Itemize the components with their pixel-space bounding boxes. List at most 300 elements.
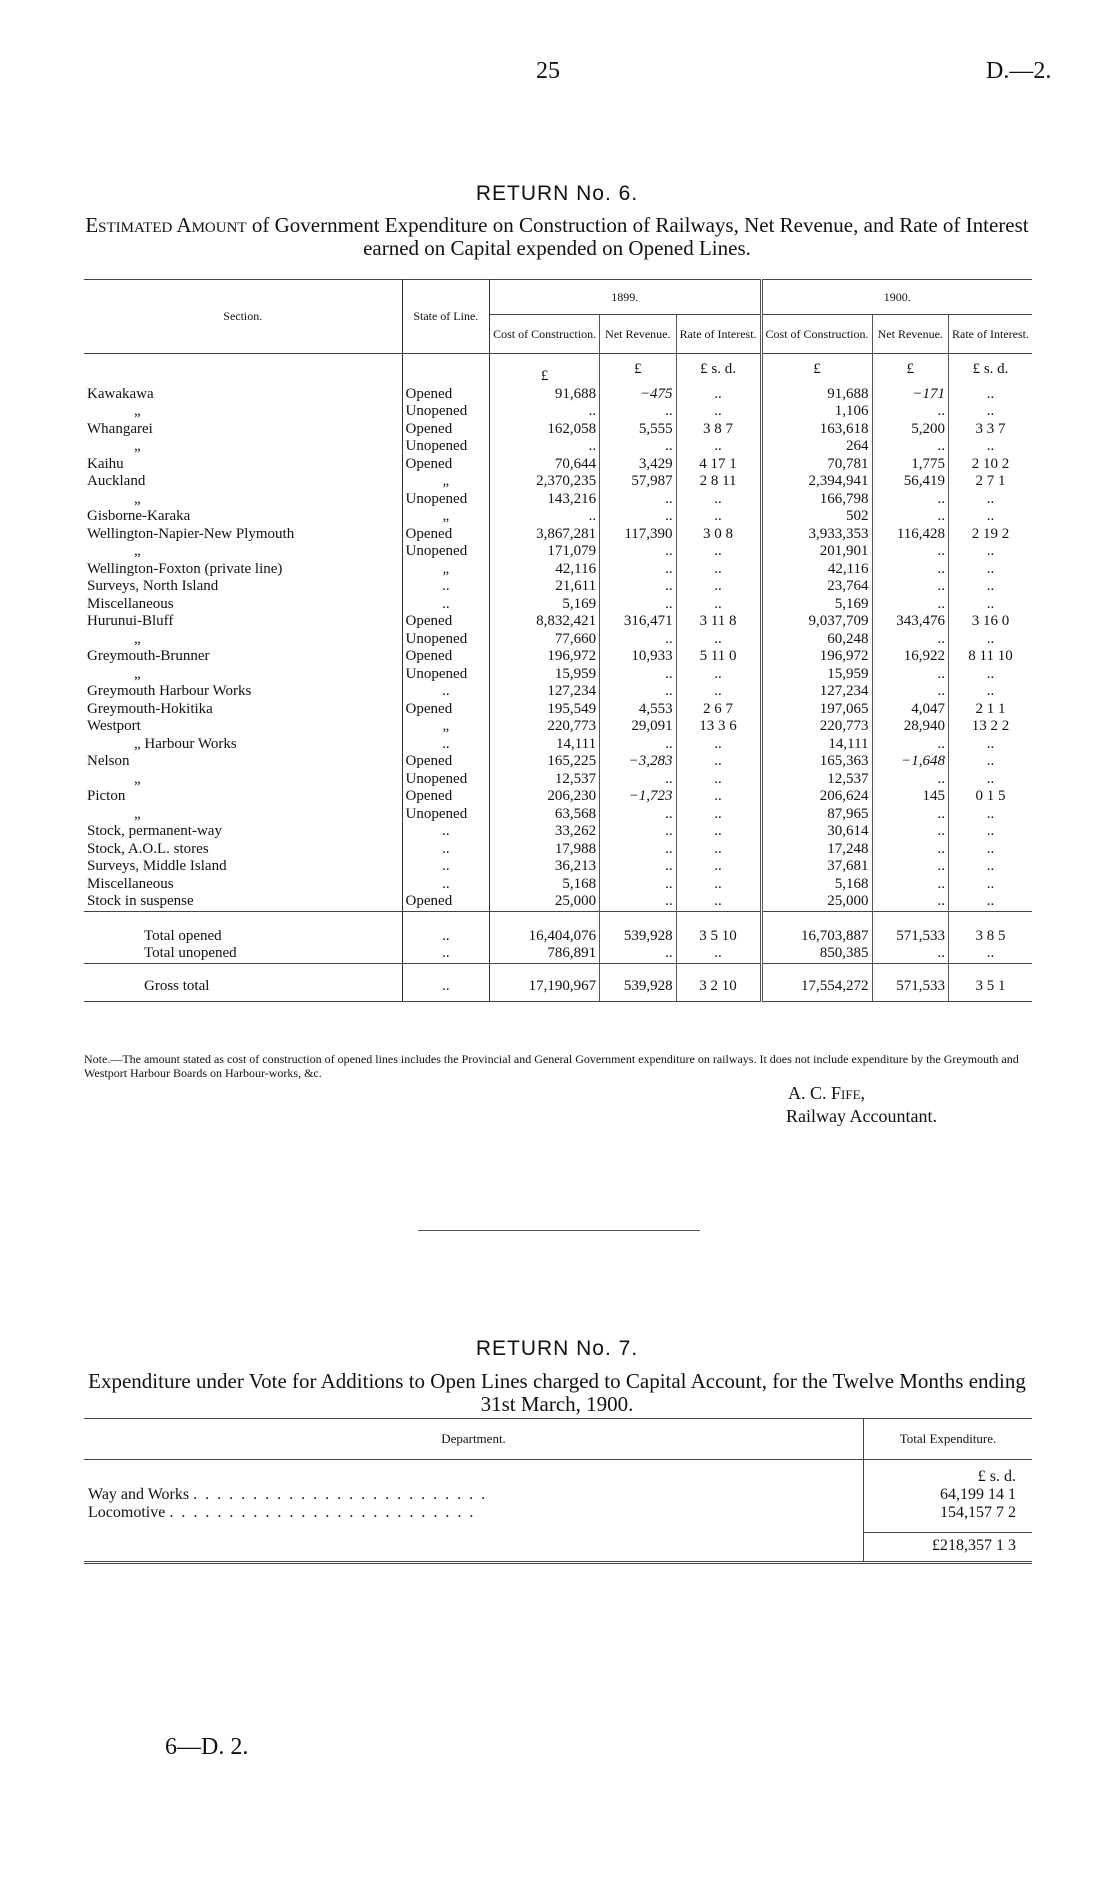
section-name: Wellington-Napier-New Plymouth: [87, 525, 295, 542]
section-name: Surveys, Middle Island: [87, 858, 227, 874]
cost-1900: 87,965: [761, 806, 872, 824]
net-revenue-1900: 571,533: [872, 911, 948, 945]
line-state: Opened: [402, 788, 490, 806]
cost-1900: 201,901: [761, 543, 872, 561]
table-row: [84, 631, 1032, 649]
cost-1899: 14,111: [555, 735, 597, 752]
signatory-name: A. C. Fife,: [788, 1083, 866, 1103]
section-name: „: [134, 770, 141, 787]
table-row: [84, 841, 1032, 859]
cost-1900: 17,554,272: [761, 963, 872, 1002]
cost-1900: 91,688: [761, 386, 872, 404]
line-state: Unopened: [402, 806, 490, 824]
cost-1899: 70,644: [554, 455, 597, 472]
line-state: Unopened: [402, 543, 490, 561]
rate-1899: ..: [676, 596, 761, 614]
section-name: Surveys, North Island: [87, 578, 219, 594]
section-name: „: [134, 490, 141, 507]
table-row: [84, 788, 1032, 806]
net-revenue-1899: ..: [600, 561, 676, 579]
rate-1899: ..: [676, 491, 761, 509]
cost-1899: ..: [588, 403, 597, 419]
col-section-header: Section.: [223, 309, 263, 323]
rate-1900: ..: [949, 491, 1032, 509]
rate-1899: ..: [676, 386, 761, 404]
line-state: Opened: [402, 648, 490, 666]
table-row: [84, 491, 1032, 509]
cost-1899: 196,972: [547, 648, 597, 664]
net-revenue-1900: 28,940: [872, 718, 948, 736]
cost-1899: 3,867,281: [536, 525, 597, 542]
net-revenue-1899: ..: [600, 491, 676, 509]
cost-1900: 127,234: [761, 683, 872, 701]
net-revenue-1900: ..: [872, 806, 948, 824]
return6-subtitle-lead: Estimated Amount: [85, 213, 247, 237]
table-row: [84, 438, 1032, 456]
col-department-header: Department.: [84, 1419, 864, 1460]
cost-1899: 5,169: [562, 595, 597, 612]
net-revenue-1899: −475: [600, 386, 676, 404]
department-amount: 64,199 14 1: [864, 1486, 1033, 1504]
rate-1900: 2 1 1: [949, 701, 1032, 719]
document-reference: D.—2.: [986, 58, 1052, 84]
cost-1899: 17,988: [554, 840, 597, 857]
net-revenue-1900: 571,533: [872, 963, 948, 1002]
rate-1900: ..: [949, 858, 1032, 876]
rate-1900: 8 11 10: [949, 648, 1032, 666]
cost-1900: 14,111: [761, 736, 872, 754]
rate-1899: ..: [676, 666, 761, 684]
cost-1899: 5,168: [562, 875, 597, 892]
page-number: 25: [536, 58, 560, 84]
table-row: [84, 421, 1032, 439]
gross-total-row: [84, 963, 1032, 1002]
cost-1899: ..: [588, 438, 597, 454]
section-name: Westport: [87, 718, 141, 734]
rate-1900: 0 1 5: [949, 788, 1032, 806]
cost-1900: 196,972: [761, 648, 872, 666]
section-name: Nelson: [87, 753, 130, 769]
section-name: Greymouth-Hokitika: [87, 700, 213, 717]
net-revenue-1900: ..: [872, 596, 948, 614]
net-revenue-1900: −1,648: [872, 753, 948, 771]
cost-1900: 60,248: [761, 631, 872, 649]
year-1900-header: 1900.: [761, 280, 1032, 315]
line-state: ..: [402, 841, 490, 859]
table-row: [84, 806, 1032, 824]
net-revenue-1900: ..: [872, 771, 948, 789]
table-row: [84, 701, 1032, 719]
cost-1900: 163,618: [761, 421, 872, 439]
cost-1899: ..: [588, 508, 597, 524]
rate-1900: 13 2 2: [949, 718, 1032, 736]
section-name: Wellington-Foxton (private line): [87, 560, 283, 577]
unit-lsd: £ s. d.: [864, 1468, 1033, 1486]
net-revenue-1900: ..: [872, 736, 948, 754]
net-revenue-1899: ..: [600, 771, 676, 789]
net-revenue-1900: 343,476: [872, 613, 948, 631]
cost-1900: 16,703,887: [761, 911, 872, 945]
table-row: [84, 893, 1032, 911]
cost-1900: 3,933,353: [761, 526, 872, 544]
net-revenue-1899: −1,723: [600, 788, 676, 806]
table-row: [84, 578, 1032, 596]
line-state: ..: [402, 683, 490, 701]
rate-1899: ..: [676, 438, 761, 456]
net-revenue-1900: ..: [872, 491, 948, 509]
rate-1899: 3 11 8: [676, 613, 761, 631]
cost-1899: 16,404,076: [490, 911, 600, 945]
line-state: Opened: [402, 456, 490, 474]
rate-1899: ..: [676, 631, 761, 649]
line-state: Opened: [402, 526, 490, 544]
section-name: Miscellaneous: [87, 595, 174, 612]
rate-1900: ..: [949, 666, 1032, 684]
rate-1899: ..: [676, 876, 761, 894]
table-row: [84, 386, 1032, 404]
cost-1900: 42,116: [761, 561, 872, 579]
net-revenue-1900: ..: [872, 893, 948, 911]
department-name: Locomotive: [88, 1504, 166, 1521]
rate-1899: 3 5 10: [676, 911, 761, 945]
net-revenue-1899: 3,429: [600, 456, 676, 474]
cost-1900: 30,614: [761, 823, 872, 841]
col-state-header: State of Line.: [402, 280, 490, 354]
cost-1899: 91,688: [554, 385, 597, 402]
unit-pound: £: [761, 354, 872, 386]
cost-1899: 63,568: [554, 805, 597, 822]
rate-1900: 2 7 1: [949, 473, 1032, 491]
sheet-reference: 6—D. 2.: [165, 1734, 249, 1760]
table-row: [84, 473, 1032, 491]
net-revenue-1899: ..: [600, 403, 676, 421]
signatory-title: Railway Accountant.: [786, 1106, 937, 1126]
cost-1900: 2,394,941: [761, 473, 872, 491]
rate-1900: ..: [949, 386, 1032, 404]
rate-1900: 2 19 2: [949, 526, 1032, 544]
table-row: [84, 403, 1032, 421]
net-revenue-1899: ..: [600, 543, 676, 561]
line-state: ..: [402, 823, 490, 841]
line-state: ..: [402, 945, 490, 963]
rate-1899: ..: [676, 578, 761, 596]
table-row: [84, 526, 1032, 544]
section-name: Gross total: [84, 963, 402, 1002]
cost-1899: 12,537: [554, 770, 597, 787]
section-name: Greymouth Harbour Works: [87, 683, 252, 699]
rate-1900: ..: [949, 771, 1032, 789]
unit-rate: £ s. d.: [676, 354, 761, 386]
rate-1900: ..: [949, 561, 1032, 579]
rate-1900: ..: [949, 403, 1032, 421]
cost-1900: 25,000: [761, 893, 872, 911]
table-row: [84, 753, 1032, 771]
net-revenue-1899: ..: [600, 945, 676, 963]
rate-1900: ..: [949, 823, 1032, 841]
rate-1899: 3 0 8: [676, 526, 761, 544]
return6-title: RETURN No. 6.: [475, 182, 639, 205]
col-cost-1899: Cost of Construction.: [493, 326, 597, 341]
rate-1900: ..: [949, 736, 1032, 754]
table-row: [84, 561, 1032, 579]
net-revenue-1899: ..: [600, 736, 676, 754]
rate-1900: 2 10 2: [949, 456, 1032, 474]
net-revenue-1900: ..: [872, 403, 948, 421]
unit-pound: £: [872, 354, 948, 386]
return7-title: RETURN No. 7.: [475, 1337, 639, 1360]
rate-1900: ..: [949, 683, 1032, 701]
section-name: „ Harbour Works: [134, 735, 237, 752]
cost-1899: 2,370,235: [536, 473, 597, 489]
net-revenue-1900: 1,775: [872, 456, 948, 474]
net-revenue-1900: 145: [872, 788, 948, 806]
rate-1900: ..: [949, 753, 1032, 771]
table-row: [84, 543, 1032, 561]
unit-pound: £: [540, 368, 549, 384]
section-name: Auckland: [87, 473, 146, 489]
net-revenue-1900: ..: [872, 683, 948, 701]
section-name: Miscellaneous: [87, 875, 174, 892]
rate-1899: ..: [676, 543, 761, 561]
cost-1900: 850,385: [761, 945, 872, 963]
rate-1899: ..: [676, 841, 761, 859]
rate-1899: ..: [676, 736, 761, 754]
net-revenue-1900: ..: [872, 945, 948, 963]
rate-1900: ..: [949, 508, 1032, 526]
table-row: [84, 858, 1032, 876]
rate-1899: 3 2 10: [676, 963, 761, 1002]
line-state: Unopened: [402, 403, 490, 421]
rate-1899: ..: [676, 788, 761, 806]
line-state: ..: [402, 578, 490, 596]
net-revenue-1899: 539,928: [600, 963, 676, 1002]
line-state: ..: [402, 911, 490, 945]
rate-1899: ..: [676, 683, 761, 701]
net-revenue-1900: 116,428: [872, 526, 948, 544]
cost-1900: 37,681: [761, 858, 872, 876]
line-state: Unopened: [402, 631, 490, 649]
table-row: [84, 771, 1032, 789]
unit-pound: £: [600, 354, 676, 386]
net-revenue-1900: ..: [872, 561, 948, 579]
table-row: [84, 508, 1032, 526]
year-1899-header: 1899.: [490, 280, 761, 315]
rate-1900: 3 16 0: [949, 613, 1032, 631]
net-revenue-1899: ..: [600, 858, 676, 876]
cost-1899: 165,225: [547, 753, 597, 769]
table-row: [84, 648, 1032, 666]
department-name: Way and Works: [88, 1486, 190, 1503]
line-state: ..: [402, 858, 490, 876]
cost-1899: 21,611: [555, 578, 597, 594]
net-revenue-1899: ..: [600, 508, 676, 526]
line-state: ..: [402, 596, 490, 614]
section-name: „: [134, 665, 141, 682]
rate-1900: ..: [949, 578, 1032, 596]
net-revenue-1899: 10,933: [600, 648, 676, 666]
net-revenue-1899: ..: [600, 438, 676, 456]
section-name: Whangarei: [87, 420, 153, 437]
units-row: [84, 354, 1032, 386]
section-name: Hurunui-Bluff: [87, 613, 174, 629]
net-revenue-1900: ..: [872, 876, 948, 894]
line-state: Unopened: [402, 771, 490, 789]
cost-1899: 127,234: [547, 683, 597, 699]
return6-subtitle: [70, 214, 1044, 260]
col-net-1900: Net Revenue.: [872, 315, 948, 354]
line-state: ..: [402, 736, 490, 754]
section-name: Greymouth-Brunner: [87, 648, 210, 664]
col-rate-1900: Rate of Interest.: [949, 315, 1032, 354]
return7-subtitle: Expenditure under Vote for Additions to Open Lines charged to Capital Account, for the Twelve Months ending 31st March, 1900.: [88, 1369, 1026, 1416]
cost-1900: 1,106: [761, 403, 872, 421]
net-revenue-1900: ..: [872, 841, 948, 859]
rate-1899: 13 3 6: [676, 718, 761, 736]
cost-1899: 162,058: [547, 420, 597, 437]
table-row: [84, 718, 1032, 736]
table-row: [84, 736, 1032, 754]
net-revenue-1899: 57,987: [600, 473, 676, 491]
cost-1899: 206,230: [547, 788, 597, 804]
net-revenue-1900: ..: [872, 858, 948, 876]
rate-1900: ..: [949, 876, 1032, 894]
section-name: „: [134, 438, 141, 454]
net-revenue-1900: 56,419: [872, 473, 948, 491]
net-revenue-1900: ..: [872, 543, 948, 561]
table-row: [84, 683, 1032, 701]
net-revenue-1899: ..: [600, 823, 676, 841]
cost-1900: 17,248: [761, 841, 872, 859]
cost-1899: 33,262: [554, 823, 597, 839]
cost-1899: 17,190,967: [490, 963, 600, 1002]
section-name: Stock in suspense: [87, 893, 194, 909]
cost-1900: 70,781: [761, 456, 872, 474]
rate-1899: ..: [676, 771, 761, 789]
rate-1900: ..: [949, 806, 1032, 824]
col-total-header: Total Expenditure.: [864, 1419, 1033, 1460]
rate-1900: ..: [949, 841, 1032, 859]
rate-1899: 2 8 11: [676, 473, 761, 491]
cost-1899: 25,000: [554, 893, 597, 909]
section-name: Kaihu: [87, 455, 124, 472]
rate-1899: ..: [676, 945, 761, 963]
net-revenue-1900: 5,200: [872, 421, 948, 439]
line-state: Unopened: [402, 438, 490, 456]
line-state: „: [402, 508, 490, 526]
return6-body: [84, 354, 1032, 1002]
section-divider: [418, 1230, 700, 1231]
cost-1899: 8,832,421: [536, 613, 597, 629]
net-revenue-1899: ..: [600, 683, 676, 701]
line-state: Opened: [402, 893, 490, 911]
cost-1899: 36,213: [554, 858, 597, 874]
cost-1900: 166,798: [761, 491, 872, 509]
return6-subtitle-rest: of Government Expenditure on Construction of Railways, Net Revenue, and Rate of Interest earned on Capital expended on Opened Lines.: [251, 213, 1029, 260]
net-revenue-1900: ..: [872, 508, 948, 526]
rate-1900: ..: [949, 543, 1032, 561]
rate-1899: ..: [676, 403, 761, 421]
net-revenue-1899: 4,553: [600, 701, 676, 719]
net-revenue-1899: 539,928: [600, 911, 676, 945]
return6-note: Note.—The amount stated as cost of construction of opened lines includes the Provincial and General Government expenditure on railways. It does not include expenditure by the Greymouth and Westport Harbour Boards on Harbour-works, &c.: [84, 1052, 1019, 1080]
net-revenue-1900: 4,047: [872, 701, 948, 719]
section-name: „: [134, 630, 141, 647]
grand-total: £218,357 1 3: [864, 1532, 1033, 1562]
rate-1899: ..: [676, 823, 761, 841]
cost-1899: 143,216: [547, 490, 597, 507]
cost-1899: 786,891: [547, 945, 597, 961]
net-revenue-1899: ..: [600, 666, 676, 684]
cost-1900: 23,764: [761, 578, 872, 596]
cost-1900: 15,959: [761, 666, 872, 684]
col-net-1899: Net Revenue.: [600, 315, 676, 354]
net-revenue-1899: 29,091: [600, 718, 676, 736]
table-row: [84, 945, 1032, 963]
table-row: [84, 876, 1032, 894]
net-revenue-1899: ..: [600, 876, 676, 894]
table-row: [84, 613, 1032, 631]
cost-1900: 165,363: [761, 753, 872, 771]
net-revenue-1899: ..: [600, 806, 676, 824]
rate-1899: ..: [676, 858, 761, 876]
rate-1900: ..: [949, 631, 1032, 649]
cost-1900: 5,169: [761, 596, 872, 614]
section-name: Total unopened: [144, 945, 237, 961]
section-name: Gisborne-Karaka: [87, 508, 191, 524]
line-state: ..: [402, 876, 490, 894]
rate-1900: ..: [949, 893, 1032, 911]
net-revenue-1900: 16,922: [872, 648, 948, 666]
cost-1900: 220,773: [761, 718, 872, 736]
line-state: Unopened: [402, 666, 490, 684]
cost-1900: 12,537: [761, 771, 872, 789]
rate-1900: 3 5 1: [949, 963, 1032, 1002]
net-revenue-1900: ..: [872, 438, 948, 456]
rate-1899: 5 11 0: [676, 648, 761, 666]
net-revenue-1899: ..: [600, 631, 676, 649]
section-name: Picton: [87, 788, 126, 804]
section-name: Kawakawa: [87, 385, 154, 402]
cost-1900: 264: [761, 438, 872, 456]
line-state: Unopened: [402, 491, 490, 509]
cost-1900: 9,037,709: [761, 613, 872, 631]
section-name: „: [134, 403, 141, 419]
cost-1899: 220,773: [547, 718, 597, 734]
table-row: [84, 911, 1032, 945]
net-revenue-1899: 5,555: [600, 421, 676, 439]
section-name: „: [134, 543, 141, 559]
line-state: „: [402, 561, 490, 579]
section-name: Stock, A.O.L. stores: [87, 840, 209, 857]
rate-1899: ..: [676, 806, 761, 824]
cost-1899: 42,116: [555, 560, 597, 577]
net-revenue-1899: ..: [600, 893, 676, 911]
net-revenue-1899: ..: [600, 841, 676, 859]
table-row: Locomotive . . . . . . . . . . . . . . . . . . . . . . . . . . 154,157 7 2: [84, 1504, 1032, 1522]
net-revenue-1899: 316,471: [600, 613, 676, 631]
net-revenue-1899: ..: [600, 596, 676, 614]
line-state: Opened: [402, 421, 490, 439]
line-state: Opened: [402, 701, 490, 719]
return7-table: [84, 1418, 1032, 1564]
net-revenue-1899: −3,283: [600, 753, 676, 771]
rate-1899: ..: [676, 508, 761, 526]
rate-1899: 4 17 1: [676, 456, 761, 474]
cost-1899: 195,549: [547, 700, 597, 717]
line-state: Opened: [402, 386, 490, 404]
rate-1900: 3 3 7: [949, 421, 1032, 439]
line-state: „: [402, 718, 490, 736]
